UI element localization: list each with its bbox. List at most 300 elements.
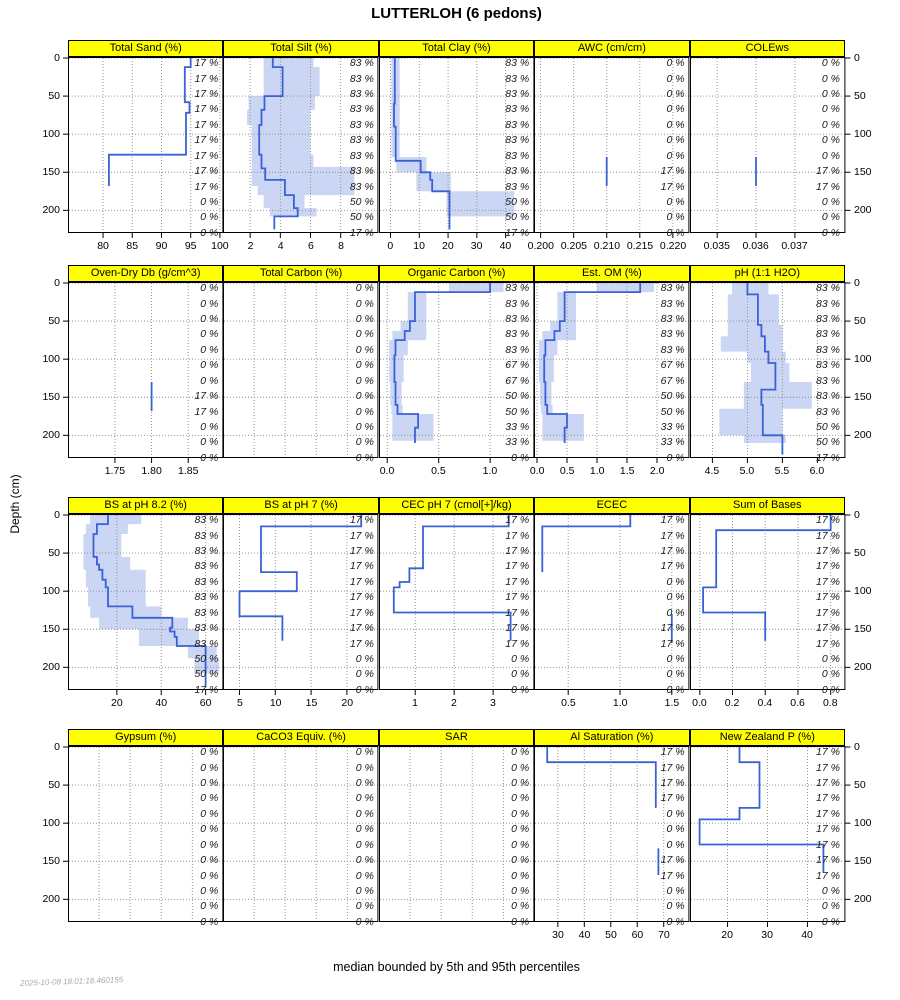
contributing-fraction-label: 0 % xyxy=(355,854,374,867)
contributing-fraction-label: 83 % xyxy=(660,297,685,310)
x-tick-label: 10 xyxy=(269,697,282,709)
panel-header-new-zealand-p: New Zealand P (%) xyxy=(690,729,845,746)
contributing-fraction-label: 83 % xyxy=(505,88,530,101)
contributing-fraction-label: 0 % xyxy=(200,313,219,326)
contributing-fraction-label: 0 % xyxy=(821,884,840,897)
contributing-fraction-label: 33 % xyxy=(660,436,685,449)
contributing-fraction-label: 0 % xyxy=(821,88,840,101)
panel-header-colews: COLEws xyxy=(690,40,845,57)
contributing-fraction-label: 0 % xyxy=(511,451,530,464)
contributing-fraction-label: 0 % xyxy=(200,884,219,897)
contributing-fraction-label: 83 % xyxy=(349,72,374,85)
contributing-fraction-label: 0 % xyxy=(821,72,840,85)
depth-tick-label: 100 xyxy=(853,127,872,140)
contributing-fraction-label: 50 % xyxy=(505,195,530,208)
depth-tick-label: 50 xyxy=(48,89,60,102)
contributing-fraction-label: 83 % xyxy=(505,313,530,326)
contributing-fraction-label: 17 % xyxy=(660,622,685,635)
contributing-fraction-label: 83 % xyxy=(194,529,219,542)
contributing-fraction-label: 17 % xyxy=(660,560,685,573)
contributing-fraction-label: 0 % xyxy=(200,900,219,913)
panel-ecec xyxy=(534,497,689,709)
x-tick-label: 0.5 xyxy=(561,697,576,709)
contributing-fraction-label: 17 % xyxy=(816,637,840,650)
x-tick-label: 4 xyxy=(277,240,284,252)
contributing-fraction-label: 0 % xyxy=(511,652,530,665)
contributing-fraction-label: 0 % xyxy=(200,343,219,356)
contributing-fraction-label: 0 % xyxy=(511,683,530,696)
contributing-fraction-label: 0 % xyxy=(355,668,374,681)
plot-caption: median bounded by 5th and 95th percentiles xyxy=(333,960,580,974)
contributing-fraction-label: 83 % xyxy=(349,149,374,162)
panel-total-clay xyxy=(379,40,534,252)
depth-tick-label: 200 xyxy=(42,892,60,905)
contributing-fraction-label: 0 % xyxy=(200,420,219,433)
contributing-fraction-label: 0 % xyxy=(821,915,840,928)
panel-header-total-carbon: Total Carbon (%) xyxy=(223,265,378,282)
contributing-fraction-label: 83 % xyxy=(505,180,530,193)
depth-tick-label: 50 xyxy=(48,546,60,559)
contributing-fraction-label: 0 % xyxy=(200,226,219,239)
contributing-fraction-label: 0 % xyxy=(666,149,685,162)
contributing-fraction-label: 83 % xyxy=(505,297,530,310)
contributing-fraction-label: 17 % xyxy=(816,575,840,588)
contributing-fraction-label: 83 % xyxy=(505,343,530,356)
depth-tick-label: 200 xyxy=(853,660,872,673)
contributing-fraction-label: 83 % xyxy=(194,575,219,588)
depth-tick-label: 150 xyxy=(853,390,872,403)
contributing-fraction-label: 0 % xyxy=(511,761,530,774)
contributing-fraction-label: 83 % xyxy=(816,282,840,295)
contributing-fraction-label: 50 % xyxy=(660,390,685,403)
contributing-fraction-label: 0 % xyxy=(355,792,374,805)
x-tick-label: 85 xyxy=(126,240,139,252)
x-tick-label: 5.5 xyxy=(774,465,790,477)
depth-tick-label: 200 xyxy=(853,892,872,905)
contributing-fraction-label: 50 % xyxy=(505,390,530,403)
contributing-fraction-label: 50 % xyxy=(194,652,219,665)
contributing-fraction-label: 0 % xyxy=(821,149,840,162)
contributing-fraction-label: 0 % xyxy=(200,328,219,341)
panel-cec-ph-7-cmol-kg xyxy=(379,497,534,709)
contributing-fraction-label: 83 % xyxy=(816,297,840,310)
contributing-fraction-label: 17 % xyxy=(505,529,530,542)
median-line xyxy=(394,58,450,229)
x-tick-label: 0.5 xyxy=(431,465,446,477)
contributing-fraction-label: 0 % xyxy=(355,390,374,403)
contributing-fraction-label: 17 % xyxy=(660,514,685,527)
depth-tick-label: 150 xyxy=(42,390,60,403)
x-tick-label: 30 xyxy=(761,929,773,941)
x-tick-label: 90 xyxy=(155,240,168,252)
contributing-fraction-label: 0 % xyxy=(200,451,219,464)
contributing-fraction-label: 83 % xyxy=(505,57,530,70)
contributing-fraction-label: 0 % xyxy=(511,854,530,867)
contributing-fraction-label: 17 % xyxy=(816,545,840,558)
depth-tick-label: 200 xyxy=(42,428,60,441)
contributing-fraction-label: 0 % xyxy=(821,118,840,131)
contributing-fraction-label: 0 % xyxy=(200,838,219,851)
contributing-fraction-label: 0 % xyxy=(200,211,219,224)
contributing-fraction-label: 17 % xyxy=(194,118,219,131)
contributing-fraction-label: 17 % xyxy=(816,761,840,774)
contributing-fraction-label: 0 % xyxy=(200,374,219,387)
contributing-fraction-label: 0 % xyxy=(666,226,685,239)
contributing-fraction-label: 0 % xyxy=(666,88,685,101)
contributing-fraction-label: 17 % xyxy=(816,529,840,542)
x-tick-label: 40 xyxy=(801,929,813,941)
x-tick-label: 15 xyxy=(305,697,318,709)
contributing-fraction-label: 0 % xyxy=(666,668,685,681)
contributing-fraction-label: 0 % xyxy=(821,683,840,696)
contributing-fraction-label: 83 % xyxy=(194,622,219,635)
y-axis-label: Depth (cm) xyxy=(8,474,22,534)
contributing-fraction-label: 17 % xyxy=(505,637,530,650)
panel-header-bs-at-ph-7: BS at pH 7 (%) xyxy=(223,497,378,514)
panel-header-est-om: Est. OM (%) xyxy=(534,265,689,282)
contributing-fraction-label: 0 % xyxy=(666,838,685,851)
contributing-fraction-label: 83 % xyxy=(349,118,374,131)
x-tick-label: 40 xyxy=(155,697,168,709)
contributing-fraction-label: 17 % xyxy=(505,514,530,527)
contributing-fraction-label: 0 % xyxy=(355,869,374,882)
median-line xyxy=(109,58,191,186)
x-tick-label: 4.5 xyxy=(704,465,720,477)
contributing-fraction-label: 0 % xyxy=(511,668,530,681)
contributing-fraction-label: 83 % xyxy=(349,134,374,147)
contributing-fraction-label: 0 % xyxy=(666,900,685,913)
panel-total-sand xyxy=(42,40,229,252)
depth-tick-label: 100 xyxy=(42,127,60,140)
x-tick-label: 100 xyxy=(211,240,229,252)
contributing-fraction-label: 0 % xyxy=(511,869,530,882)
panel-header-sum-of-bases: Sum of Bases xyxy=(690,497,845,514)
contributing-fraction-label: 50 % xyxy=(194,668,219,681)
depth-tick-label: 50 xyxy=(853,778,866,791)
contributing-fraction-label: 0 % xyxy=(666,683,685,696)
x-tick-label: 2.0 xyxy=(649,465,665,477)
contributing-fraction-label: 0 % xyxy=(355,900,374,913)
contributing-fraction-label: 67 % xyxy=(660,374,685,387)
x-tick-label: 0.8 xyxy=(822,697,838,709)
x-tick-label: 0.0 xyxy=(379,465,395,477)
contributing-fraction-label: 0 % xyxy=(200,282,219,295)
contributing-fraction-label: 0 % xyxy=(355,420,374,433)
depth-tick-label: 150 xyxy=(42,622,60,635)
contributing-fraction-label: 83 % xyxy=(194,637,219,650)
contributing-fraction-label: 17 % xyxy=(660,777,685,790)
x-tick-label: 1.5 xyxy=(619,465,635,477)
contributing-fraction-label: 0 % xyxy=(821,652,840,665)
contributing-fraction-label: 17 % xyxy=(505,545,530,558)
contributing-fraction-label: 83 % xyxy=(816,390,840,403)
depth-tick-label: 0 xyxy=(853,508,860,521)
contributing-fraction-label: 0 % xyxy=(821,226,840,239)
contributing-fraction-label: 0 % xyxy=(355,343,374,356)
contributing-fraction-label: 17 % xyxy=(816,560,840,573)
render-timestamp: 2025-10-08 18:01:18.460155 xyxy=(19,975,124,988)
contributing-fraction-label: 17 % xyxy=(194,134,219,147)
contributing-fraction-label: 17 % xyxy=(194,72,219,85)
x-tick-label: 0.205 xyxy=(560,240,587,252)
x-tick-label: 0.5 xyxy=(559,465,575,477)
contributing-fraction-label: 83 % xyxy=(660,313,685,326)
contributing-fraction-label: 17 % xyxy=(660,637,685,650)
contributing-fraction-label: 0 % xyxy=(821,103,840,116)
contributing-fraction-label: 17 % xyxy=(505,560,530,573)
x-tick-label: 0.0 xyxy=(529,465,545,477)
x-tick-label: 1.85 xyxy=(177,465,199,477)
depth-tick-label: 50 xyxy=(48,314,60,327)
contributing-fraction-label: 0 % xyxy=(511,838,530,851)
x-tick-label: 0.0 xyxy=(692,697,707,709)
panel-sum-of-bases xyxy=(690,497,872,709)
depth-tick-label: 100 xyxy=(853,352,872,365)
x-tick-label: 8 xyxy=(338,240,344,252)
contributing-fraction-label: 0 % xyxy=(821,211,840,224)
contributing-fraction-label: 83 % xyxy=(660,343,685,356)
contributing-fraction-label: 0 % xyxy=(821,900,840,913)
contributing-fraction-label: 83 % xyxy=(349,180,374,193)
contributing-fraction-label: 83 % xyxy=(349,103,374,116)
depth-tick-label: 100 xyxy=(853,816,872,829)
contributing-fraction-label: 83 % xyxy=(349,57,374,70)
contributing-fraction-label: 0 % xyxy=(666,915,685,928)
contributing-fraction-label: 0 % xyxy=(355,282,374,295)
panel-caco3-equiv xyxy=(223,729,378,928)
contributing-fraction-label: 17 % xyxy=(816,746,840,759)
contributing-fraction-label: 0 % xyxy=(511,900,530,913)
depth-tick-label: 100 xyxy=(42,816,60,829)
contributing-fraction-label: 83 % xyxy=(194,560,219,573)
depth-tick-label: 50 xyxy=(853,89,866,102)
contributing-fraction-label: 0 % xyxy=(666,211,685,224)
contributing-fraction-label: 83 % xyxy=(505,72,530,85)
x-tick-label: 0.035 xyxy=(703,240,730,252)
x-tick-label: 6.0 xyxy=(809,465,825,477)
contributing-fraction-label: 0 % xyxy=(200,854,219,867)
contributing-fraction-label: 83 % xyxy=(816,328,840,341)
percentile-band xyxy=(719,283,811,443)
panel-header-oven-dry-db-g-cm-3: Oven-Dry Db (g/cm^3) xyxy=(68,265,223,282)
panel-new-zealand-p xyxy=(690,729,872,941)
x-tick-label: 20 xyxy=(721,929,733,941)
contributing-fraction-label: 17 % xyxy=(505,622,530,635)
contributing-fraction-label: 0 % xyxy=(821,195,840,208)
panel-header-ecec: ECEC xyxy=(534,497,689,514)
contributing-fraction-label: 0 % xyxy=(666,57,685,70)
contributing-fraction-label: 17 % xyxy=(505,575,530,588)
median-line xyxy=(547,747,656,808)
contributing-fraction-label: 17 % xyxy=(660,545,685,558)
contributing-fraction-label: 17 % xyxy=(816,622,840,635)
contributing-fraction-label: 0 % xyxy=(511,915,530,928)
contributing-fraction-label: 0 % xyxy=(666,195,685,208)
contributing-fraction-label: 17 % xyxy=(660,869,685,882)
x-tick-label: 30 xyxy=(552,929,564,941)
contributing-fraction-label: 0 % xyxy=(200,792,219,805)
contributing-fraction-label: 0 % xyxy=(511,823,530,836)
contributing-fraction-label: 17 % xyxy=(816,591,840,604)
contributing-fraction-label: 0 % xyxy=(355,297,374,310)
contributing-fraction-label: 0 % xyxy=(355,328,374,341)
depth-tick-label: 200 xyxy=(853,428,872,441)
contributing-fraction-label: 17 % xyxy=(660,854,685,867)
contributing-fraction-label: 83 % xyxy=(194,606,219,619)
x-tick-label: 1.0 xyxy=(482,465,498,477)
contributing-fraction-label: 0 % xyxy=(355,374,374,387)
percentile-band xyxy=(389,283,503,441)
contributing-fraction-label: 0 % xyxy=(511,792,530,805)
contributing-fraction-label: 17 % xyxy=(194,103,219,116)
contributing-fraction-label: 0 % xyxy=(666,134,685,147)
depth-tick-label: 0 xyxy=(54,740,60,753)
contributing-fraction-label: 17 % xyxy=(816,451,840,464)
panel-bs-at-ph-8-2 xyxy=(42,497,223,709)
x-tick-label: 60 xyxy=(631,929,644,941)
contributing-fraction-label: 17 % xyxy=(660,746,685,759)
depth-tick-label: 0 xyxy=(853,740,860,753)
contributing-fraction-label: 50 % xyxy=(505,211,530,224)
contributing-fraction-label: 83 % xyxy=(505,103,530,116)
contributing-fraction-label: 83 % xyxy=(194,591,219,604)
contributing-fraction-label: 83 % xyxy=(505,134,530,147)
panel-header-sar: SAR xyxy=(379,729,534,746)
contributing-fraction-label: 0 % xyxy=(200,761,219,774)
contributing-fraction-label: 0 % xyxy=(821,668,840,681)
contributing-fraction-label: 0 % xyxy=(355,359,374,372)
depth-tick-label: 100 xyxy=(42,352,60,365)
contributing-fraction-label: 83 % xyxy=(816,359,840,372)
contributing-fraction-label: 0 % xyxy=(200,436,219,449)
contributing-fraction-label: 17 % xyxy=(194,149,219,162)
panel-header-gypsum: Gypsum (%) xyxy=(68,729,223,746)
contributing-fraction-label: 17 % xyxy=(816,777,840,790)
contributing-fraction-label: 17 % xyxy=(816,165,840,178)
contributing-fraction-label: 17 % xyxy=(660,180,685,193)
panel-colews xyxy=(690,40,872,252)
contributing-fraction-label: 17 % xyxy=(660,792,685,805)
median-line xyxy=(542,515,630,572)
contributing-fraction-label: 17 % xyxy=(349,622,374,635)
depth-tick-label: 50 xyxy=(853,546,866,559)
contributing-fraction-label: 83 % xyxy=(349,88,374,101)
contributing-fraction-label: 0 % xyxy=(511,777,530,790)
contributing-fraction-label: 17 % xyxy=(349,545,374,558)
x-tick-label: 0.2 xyxy=(724,697,740,709)
contributing-fraction-label: 67 % xyxy=(505,374,530,387)
contributing-fraction-label: 17 % xyxy=(505,606,530,619)
contributing-fraction-label: 17 % xyxy=(816,606,840,619)
contributing-fraction-label: 0 % xyxy=(666,606,685,619)
panel-ph-1-1-h2o xyxy=(690,265,872,477)
x-tick-label: 40 xyxy=(499,240,512,252)
x-tick-label: 20 xyxy=(341,697,354,709)
contributing-fraction-label: 0 % xyxy=(200,746,219,759)
x-tick-label: 50 xyxy=(605,929,617,941)
contributing-fraction-label: 33 % xyxy=(660,420,685,433)
contributing-fraction-label: 83 % xyxy=(505,118,530,131)
panel-al-saturation xyxy=(534,729,689,941)
depth-tick-label: 200 xyxy=(42,203,60,216)
contributing-fraction-label: 0 % xyxy=(511,746,530,759)
panel-est-om xyxy=(529,265,689,477)
panel-oven-dry-db-g-cm-3 xyxy=(42,265,223,477)
x-tick-label: 1.5 xyxy=(664,697,680,709)
contributing-fraction-label: 0 % xyxy=(200,823,219,836)
contributing-fraction-label: 50 % xyxy=(816,420,840,433)
x-tick-label: 2 xyxy=(451,697,457,709)
contributing-fraction-label: 17 % xyxy=(816,838,840,851)
panel-header-organic-carbon: Organic Carbon (%) xyxy=(379,265,534,282)
contributing-fraction-label: 0 % xyxy=(511,807,530,820)
contributing-fraction-label: 17 % xyxy=(660,165,685,178)
percentile-band xyxy=(539,283,654,441)
page-title: LUTTERLOH (6 pedons) xyxy=(371,5,542,22)
contributing-fraction-label: 0 % xyxy=(666,72,685,85)
x-tick-label: 20 xyxy=(442,240,454,252)
depth-tick-label: 0 xyxy=(54,51,60,64)
contributing-fraction-label: 33 % xyxy=(505,420,530,433)
contributing-fraction-label: 17 % xyxy=(194,390,219,403)
contributing-fraction-label: 67 % xyxy=(505,359,530,372)
panel-gypsum xyxy=(42,729,223,928)
contributing-fraction-label: 0 % xyxy=(821,57,840,70)
x-tick-label: 0.4 xyxy=(757,697,773,709)
contributing-fraction-label: 67 % xyxy=(660,359,685,372)
contributing-fraction-label: 17 % xyxy=(349,529,374,542)
contributing-fraction-label: 0 % xyxy=(666,591,685,604)
contributing-fraction-label: 83 % xyxy=(349,165,374,178)
x-tick-label: 30 xyxy=(470,240,483,252)
contributing-fraction-label: 83 % xyxy=(505,165,530,178)
contributing-fraction-label: 17 % xyxy=(660,529,685,542)
depth-tick-label: 150 xyxy=(853,165,872,178)
contributing-fraction-label: 0 % xyxy=(355,313,374,326)
contributing-fraction-label: 83 % xyxy=(505,282,530,295)
contributing-fraction-label: 0 % xyxy=(355,652,374,665)
contributing-fraction-label: 83 % xyxy=(194,514,219,527)
x-tick-label: 1.0 xyxy=(612,697,628,709)
contributing-fraction-label: 0 % xyxy=(200,195,219,208)
contributing-fraction-label: 0 % xyxy=(200,807,219,820)
contributing-fraction-label: 17 % xyxy=(816,180,840,193)
contributing-fraction-label: 0 % xyxy=(666,575,685,588)
contributing-fraction-label: 17 % xyxy=(660,761,685,774)
contributing-fraction-label: 83 % xyxy=(816,374,840,387)
contributing-fraction-label: 17 % xyxy=(816,792,840,805)
contributing-fraction-label: 50 % xyxy=(816,436,840,449)
panel-header-bs-at-ph-8-2: BS at pH 8.2 (%) xyxy=(68,497,223,514)
contributing-fraction-label: 0 % xyxy=(666,823,685,836)
contributing-fraction-label: 83 % xyxy=(816,405,840,418)
x-tick-label: 0 xyxy=(387,240,394,252)
contributing-fraction-label: 0 % xyxy=(355,761,374,774)
contributing-fraction-label: 0 % xyxy=(355,405,374,418)
depth-tick-label: 150 xyxy=(42,165,60,178)
contributing-fraction-label: 0 % xyxy=(200,869,219,882)
contributing-fraction-label: 17 % xyxy=(194,165,219,178)
contributing-fraction-label: 0 % xyxy=(355,436,374,449)
contributing-fraction-label: 0 % xyxy=(355,915,374,928)
x-tick-label: 0.210 xyxy=(593,240,621,252)
x-tick-label: 20 xyxy=(110,697,123,709)
x-tick-label: 1.0 xyxy=(589,465,605,477)
contributing-fraction-label: 17 % xyxy=(349,514,374,527)
median-line xyxy=(240,515,362,641)
contributing-fraction-label: 0 % xyxy=(666,807,685,820)
contributing-fraction-label: 83 % xyxy=(816,313,840,326)
